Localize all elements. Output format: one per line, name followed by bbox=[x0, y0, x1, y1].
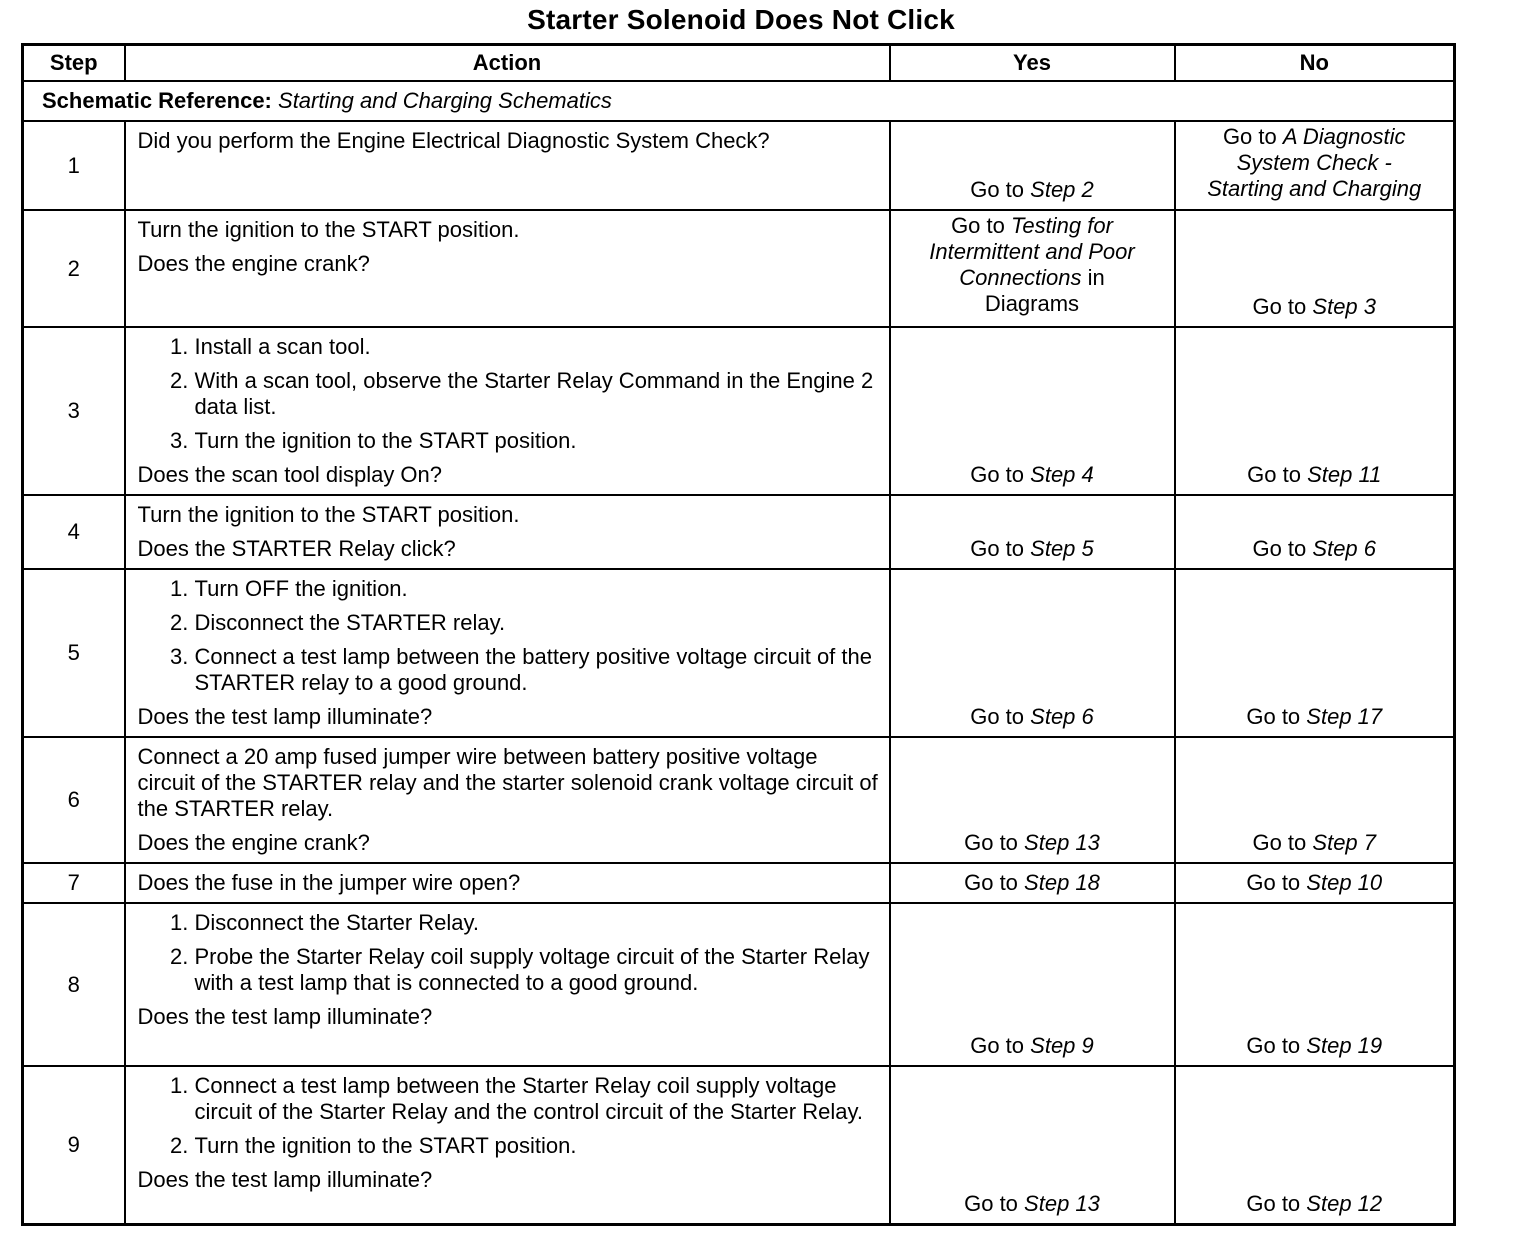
no-prefix: Go to bbox=[1246, 704, 1301, 729]
table-row bbox=[23, 737, 1455, 863]
no-target[interactable]: Step 19 bbox=[1306, 1033, 1383, 1058]
yes-target[interactable]: Step 5 bbox=[1030, 536, 1094, 561]
action-cell bbox=[125, 495, 890, 569]
yes-target[interactable]: Step 4 bbox=[1030, 462, 1094, 487]
no-cell[interactable] bbox=[1175, 1066, 1455, 1224]
schematic-label: Schematic Reference: bbox=[42, 88, 272, 113]
no-target[interactable]: Step 6 bbox=[1312, 536, 1377, 561]
no-cell[interactable] bbox=[1175, 737, 1455, 863]
header-step: Step bbox=[23, 45, 125, 82]
list-item: 1. Connect a test lamp between the Starter Relay coil supply voltage circuit of the Starter Relay and the control circuit of the Starter Relay. bbox=[195, 1073, 879, 1125]
action-question: Does the test lamp illuminate? bbox=[137, 1004, 433, 1029]
list-item: 3. Turn the ignition to the START position. bbox=[195, 428, 879, 454]
step-number: 6 bbox=[23, 737, 125, 863]
no-target[interactable]: Step 7 bbox=[1312, 830, 1377, 855]
action-question: Does the test lamp illuminate? bbox=[137, 704, 433, 729]
yes-cell[interactable] bbox=[890, 737, 1175, 863]
action-cell bbox=[125, 863, 890, 903]
header-action: Action bbox=[125, 45, 890, 82]
action-text: Connect a 20 amp fused jumper wire between battery positive voltage circuit of the STARTER relay and the starter solenoid crank voltage circuit of the STARTER relay. bbox=[137, 744, 878, 821]
yes-target[interactable]: Step 6 bbox=[1030, 704, 1094, 729]
schematic-link[interactable]: Starting and Charging Schematics bbox=[278, 88, 612, 113]
table-row bbox=[23, 863, 1455, 903]
yes-prefix: Go to bbox=[964, 1190, 1018, 1216]
action-text: Turn the ignition to the START position. bbox=[137, 217, 520, 242]
action-steps bbox=[138, 334, 879, 454]
step-number: 1 bbox=[23, 121, 125, 210]
table-row bbox=[23, 1066, 1455, 1224]
list-item: 1. Install a scan tool. bbox=[195, 334, 879, 360]
table-row bbox=[23, 903, 1455, 1066]
no-prefix: Go to bbox=[1247, 462, 1301, 487]
step-number: 2 bbox=[23, 210, 125, 327]
yes-target[interactable]: Testing for Intermittent and Poor Connections bbox=[929, 213, 1135, 290]
action-steps bbox=[138, 910, 879, 996]
action-cell bbox=[125, 737, 890, 863]
no-cell[interactable] bbox=[1175, 903, 1455, 1066]
step-number: 5 bbox=[23, 569, 125, 737]
table-row bbox=[23, 569, 1455, 737]
no-target[interactable]: Step 11 bbox=[1307, 462, 1382, 487]
table-row bbox=[23, 121, 1455, 210]
yes-cell[interactable] bbox=[890, 210, 1175, 327]
list-item: 2. Turn the ignition to the START position. bbox=[195, 1133, 879, 1159]
list-item: 2. With a scan tool, observe the Starter Relay Command in the Engine 2 data list. bbox=[195, 368, 879, 420]
action-steps bbox=[138, 1073, 879, 1159]
no-target[interactable]: Step 12 bbox=[1306, 1190, 1383, 1216]
schematic-reference bbox=[23, 81, 1455, 121]
yes-cell[interactable] bbox=[890, 121, 1175, 210]
no-cell[interactable] bbox=[1175, 327, 1455, 495]
yes-prefix: Go to bbox=[970, 536, 1025, 561]
no-cell[interactable] bbox=[1175, 210, 1455, 327]
action-cell bbox=[125, 121, 890, 210]
action-question: Does the test lamp illuminate? bbox=[137, 1167, 433, 1192]
action-cell bbox=[125, 569, 890, 737]
step-number: 8 bbox=[23, 903, 125, 1066]
table-row bbox=[23, 210, 1455, 327]
yes-prefix: Go to bbox=[970, 704, 1025, 729]
no-target[interactable]: Step 3 bbox=[1312, 294, 1377, 319]
action-cell bbox=[125, 327, 890, 495]
action-text: Does the fuse in the jumper wire open? bbox=[137, 870, 521, 895]
diagnostic-table bbox=[21, 43, 1456, 1226]
header-yes: Yes bbox=[890, 45, 1175, 82]
list-item: 2. Disconnect the STARTER relay. bbox=[195, 610, 879, 636]
table-row bbox=[23, 327, 1455, 495]
action-question: Does the scan tool display On? bbox=[137, 462, 443, 487]
step-number: 4 bbox=[23, 495, 125, 569]
header-no: No bbox=[1175, 45, 1455, 82]
yes-target[interactable]: Step 9 bbox=[1030, 1033, 1094, 1058]
yes-prefix: Go to bbox=[964, 830, 1018, 855]
yes-cell[interactable] bbox=[890, 1066, 1175, 1224]
list-item: 2. Probe the Starter Relay coil supply voltage circuit of the Starter Relay with a test lamp that is connected to a good ground. bbox=[195, 944, 879, 996]
list-item: 3. Connect a test lamp between the battery positive voltage circuit of the STARTER relay to a good ground. bbox=[195, 644, 879, 696]
step-number: 3 bbox=[23, 327, 125, 495]
no-target[interactable]: Step 10 bbox=[1306, 870, 1383, 895]
no-prefix: Go to bbox=[1252, 294, 1307, 319]
no-target[interactable]: Step 17 bbox=[1306, 704, 1383, 729]
table-row bbox=[23, 495, 1455, 569]
yes-prefix: Go to bbox=[964, 870, 1018, 895]
yes-target[interactable]: Step 2 bbox=[1030, 177, 1094, 202]
no-prefix: Go to bbox=[1246, 1190, 1301, 1216]
no-prefix: Go to bbox=[1252, 830, 1307, 855]
yes-cell[interactable] bbox=[890, 327, 1175, 495]
action-question: Does the engine crank? bbox=[137, 830, 370, 855]
action-cell bbox=[125, 210, 890, 327]
no-cell[interactable] bbox=[1175, 495, 1455, 569]
header-row bbox=[23, 45, 1455, 82]
list-item: 1. Disconnect the Starter Relay. bbox=[195, 910, 879, 936]
yes-target[interactable]: Step 18 bbox=[1024, 870, 1100, 895]
yes-target[interactable]: Step 13 bbox=[1024, 1190, 1100, 1216]
page-title: Starter Solenoid Does Not Click bbox=[527, 4, 955, 35]
action-question: Does the STARTER Relay click? bbox=[137, 536, 456, 561]
no-prefix: Go to bbox=[1246, 1033, 1301, 1058]
yes-cell[interactable] bbox=[890, 569, 1175, 737]
yes-cell[interactable] bbox=[890, 903, 1175, 1066]
no-prefix: Go to bbox=[1246, 870, 1301, 895]
action-text: Turn the ignition to the START position. bbox=[137, 502, 520, 527]
step-number: 9 bbox=[23, 1066, 125, 1224]
yes-suffix: in Diagrams bbox=[984, 265, 1105, 316]
yes-cell[interactable] bbox=[890, 495, 1175, 569]
step-number: 7 bbox=[23, 863, 125, 903]
yes-prefix: Go to bbox=[970, 177, 1025, 202]
action-text: Did you perform the Engine Electrical Diagnostic System Check? bbox=[137, 128, 770, 153]
no-cell[interactable] bbox=[1175, 121, 1455, 210]
yes-prefix: Go to bbox=[951, 213, 1005, 238]
yes-prefix: Go to bbox=[970, 1033, 1025, 1058]
action-cell bbox=[125, 903, 890, 1066]
action-steps bbox=[138, 576, 879, 696]
no-prefix: Go to bbox=[1222, 124, 1277, 149]
list-item: 1. Turn OFF the ignition. bbox=[195, 576, 879, 602]
schematic-row bbox=[23, 81, 1455, 121]
yes-target[interactable]: Step 13 bbox=[1024, 830, 1100, 855]
no-cell[interactable] bbox=[1175, 569, 1455, 737]
action-question: Does the engine crank? bbox=[137, 251, 370, 276]
no-prefix: Go to bbox=[1252, 536, 1307, 561]
yes-cell[interactable] bbox=[890, 863, 1175, 903]
no-target[interactable]: A Diagnostic System Check - Starting and Charging bbox=[1207, 124, 1422, 201]
action-cell bbox=[125, 1066, 890, 1224]
yes-prefix: Go to bbox=[970, 462, 1025, 487]
no-cell[interactable] bbox=[1175, 863, 1455, 903]
